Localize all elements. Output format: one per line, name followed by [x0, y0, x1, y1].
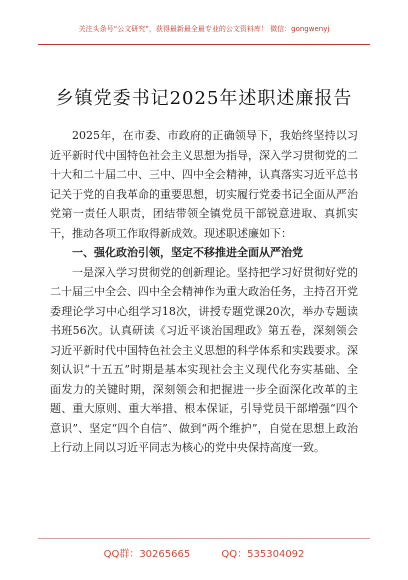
document-body	[50, 126, 358, 458]
header-divider	[38, 44, 370, 45]
section-paragraph: 一是深入学习贯彻党的创新理论。坚持把学习好贯彻好党的二十届三中全会、四中全会精神作为重大政治任务，主持召开党委理论学习中心组学习18次，讲授专题党课20次，举办专题读书班56次。认真研读《习近平谈治国理政》第五卷，深刻领会习近平新时代中国特色社会主义思想的科学体系和实践要求。深刻认识“十五五”时期是基本实现社会主义现代化夯实基础、全面发力的关键时期，深刻领会和把握进一步全面深化改革的主题、重大原则、重大举措、根本保证，引导党员干部增强“四个意识”、坚定“四个自信”、做到“两个维护”，自觉在思想上政治上行动上同以习近平同志为核心的党中央保持高度一致。	[50, 265, 358, 454]
intro-paragraph: 2025年，在市委、市政府的正确领导下，我始终坚持以习近平新时代中国特色社会主义思想为指导，深入学习贯彻党的二十大和二十届二中、三中、四中全会精神，认真落实习近平总书记关于党的自我革命的重要思想，切实履行党委书记全面从严治党第一责任人职责，团结带领全镇党员干部锐意进取、真抓实干，推动各项工作取得新成效。现述职述廉如下：	[50, 129, 358, 240]
section-heading: 一、强化政治引领，坚定不移推进全面从严治党	[72, 246, 303, 259]
footer-contact	[0, 545, 408, 560]
header-promo-note: 关注头条号“公文研究”，获得最新最全最专业的公文资料库！ 微信：gongwenyj	[78, 25, 330, 33]
footer-qq: QQ：535304092	[221, 549, 305, 560]
footer-divider	[38, 538, 370, 539]
footer-qq-group: QQ群：30265665	[103, 549, 191, 560]
document-title: 乡镇党委书记2025年述职述廉报告	[55, 88, 353, 109]
